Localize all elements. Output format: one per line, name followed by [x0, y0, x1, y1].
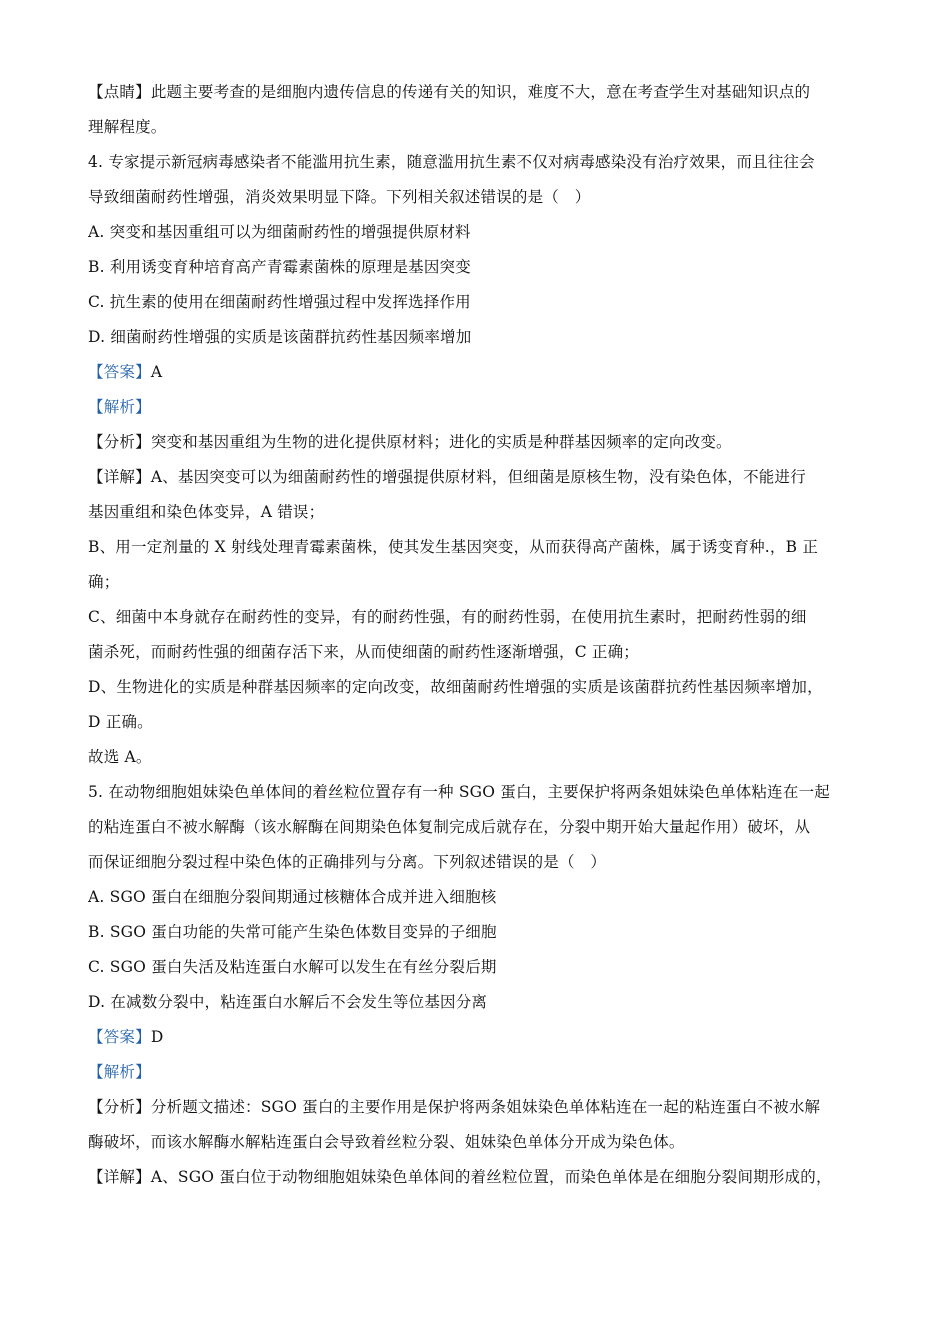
line-text: A、SGO 蛋白位于动物细胞姐妹染色单体间的着丝粒位置，而染色单体是在细胞分裂间期形成的， [150, 1168, 832, 1186]
line-text: 5. 在动物细胞姐妹染色单体间的着丝粒位置存有一种 SGO 蛋白，主要保护将两条姐妹染色单体粘连在一起 [88, 783, 830, 801]
line-text: 确； [88, 573, 120, 591]
text-line [88, 75, 868, 110]
section-tag: 【分析】 [88, 1098, 151, 1116]
line-text: D. 细菌耐药性增强的实质是该菌群抗药性基因频率增加 [88, 328, 472, 346]
text-line [88, 635, 868, 670]
section-tag: 【解析】 [88, 398, 151, 416]
section-tag: 【答案】 [88, 363, 151, 381]
line-text: 的粘连蛋白不被水解酶（该水解酶在间期染色体复制完成后就存在，分裂中期开始大量起作用）破坏，从 [88, 818, 811, 836]
line-text: 基因重组和染色体变异，A 错误； [88, 503, 325, 521]
line-text: A. 突变和基因重组可以为细菌耐药性的增强提供原材料 [88, 223, 471, 241]
text-line [88, 1090, 868, 1125]
section-tag: 【解析】 [88, 1063, 151, 1081]
text-line [88, 530, 868, 565]
text-line [88, 250, 868, 285]
text-line [88, 845, 868, 880]
section-tag: 【点睛】 [88, 83, 151, 101]
line-text: D 正确。 [88, 713, 153, 731]
line-text: 理解程度。 [88, 118, 167, 136]
line-text: 菌杀死，而耐药性强的细菌存活下来，从而使细菌的耐药性逐渐增强，C 正确； [88, 643, 639, 661]
section-tag: 【答案】 [88, 1028, 151, 1046]
line-text: 故选 A。 [88, 748, 152, 766]
line-text: 酶破坏，而该水解酶水解粘连蛋白会导致着丝粒分裂、姐妹染色单体分开成为染色体。 [88, 1133, 685, 1151]
text-line [88, 495, 868, 530]
text-line [88, 670, 868, 705]
text-line [88, 1125, 868, 1160]
line-text: 4. 专家提示新冠病毒感染者不能滥用抗生素，随意滥用抗生素不仅对病毒感染没有治疗效果，而且往往会 [88, 153, 815, 171]
text-line [88, 460, 868, 495]
line-text: B. SGO 蛋白功能的失常可能产生染色体数目变异的子细胞 [88, 923, 497, 941]
line-text: 此题主要考查的是细胞内遗传信息的传递有关的知识，难度不大，意在考查学生对基础知识点的 [150, 83, 811, 101]
text-line [88, 600, 868, 635]
line-text: B、用一定剂量的 X 射线处理青霉素菌株，使其发生基因突变，从而获得高产菌株，属于诱变育种.，B 正 [88, 538, 819, 556]
line-text: D、生物进化的实质是种群基因频率的定向改变，故细菌耐药性增强的实质是该菌群抗药性基因频率增加， [88, 678, 823, 696]
line-text: D. 在减数分裂中，粘连蛋白水解后不会发生等位基因分离 [88, 993, 488, 1011]
text-line [88, 950, 868, 985]
text-line [88, 985, 868, 1020]
text-line [88, 1020, 868, 1055]
line-text: B. 利用诱变育种培育高产青霉素菌株的原理是基因突变 [88, 258, 471, 276]
line-text: A. SGO 蛋白在细胞分裂间期通过核糖体合成并进入细胞核 [88, 888, 497, 906]
text-line [88, 180, 868, 215]
line-text: 而保证细胞分裂过程中染色体的正确排列与分离。下列叙述错误的是（ ） [88, 853, 607, 871]
line-text: C. SGO 蛋白失活及粘连蛋白水解可以发生在有丝分裂后期 [88, 958, 497, 976]
line-text: 导致细菌耐药性增强，消炎效果明显下降。下列相关叙述错误的是（ ） [88, 188, 591, 206]
line-text: 突变和基因重组为生物的进化提供原材料；进化的实质是种群基因频率的定向改变。 [150, 433, 732, 451]
text-line [88, 740, 868, 775]
line-text: A、基因突变可以为细菌耐药性的增强提供原材料，但细菌是原核生物，没有染色体，不能进行 [150, 468, 806, 486]
text-line [88, 880, 868, 915]
text-line [88, 915, 868, 950]
text-line [88, 425, 868, 460]
line-text: D [150, 1028, 164, 1046]
section-tag: 【详解】 [88, 468, 151, 486]
text-line [88, 110, 868, 145]
section-tag: 【分析】 [88, 433, 151, 451]
text-line [88, 320, 868, 355]
document-body [88, 75, 868, 1195]
section-tag: 【详解】 [88, 1168, 151, 1186]
text-line [88, 145, 868, 180]
text-line [88, 285, 868, 320]
text-line [88, 705, 868, 740]
text-line [88, 775, 868, 810]
text-line [88, 1160, 868, 1195]
text-line [88, 565, 868, 600]
text-line [88, 390, 868, 425]
line-text: C. 抗生素的使用在细菌耐药性增强过程中发挥选择作用 [88, 293, 471, 311]
line-text: C、细菌中本身就存在耐药性的变异，有的耐药性强，有的耐药性弱，在使用抗生素时，把耐药性弱的细 [88, 608, 807, 626]
line-text: A [150, 363, 163, 381]
text-line [88, 215, 868, 250]
line-text: 分析题文描述：SGO 蛋白的主要作用是保护将两条姐妹染色单体粘连在一起的粘连蛋白不被水解 [150, 1098, 821, 1116]
text-line [88, 810, 868, 845]
text-line [88, 1055, 868, 1090]
text-line [88, 355, 868, 390]
